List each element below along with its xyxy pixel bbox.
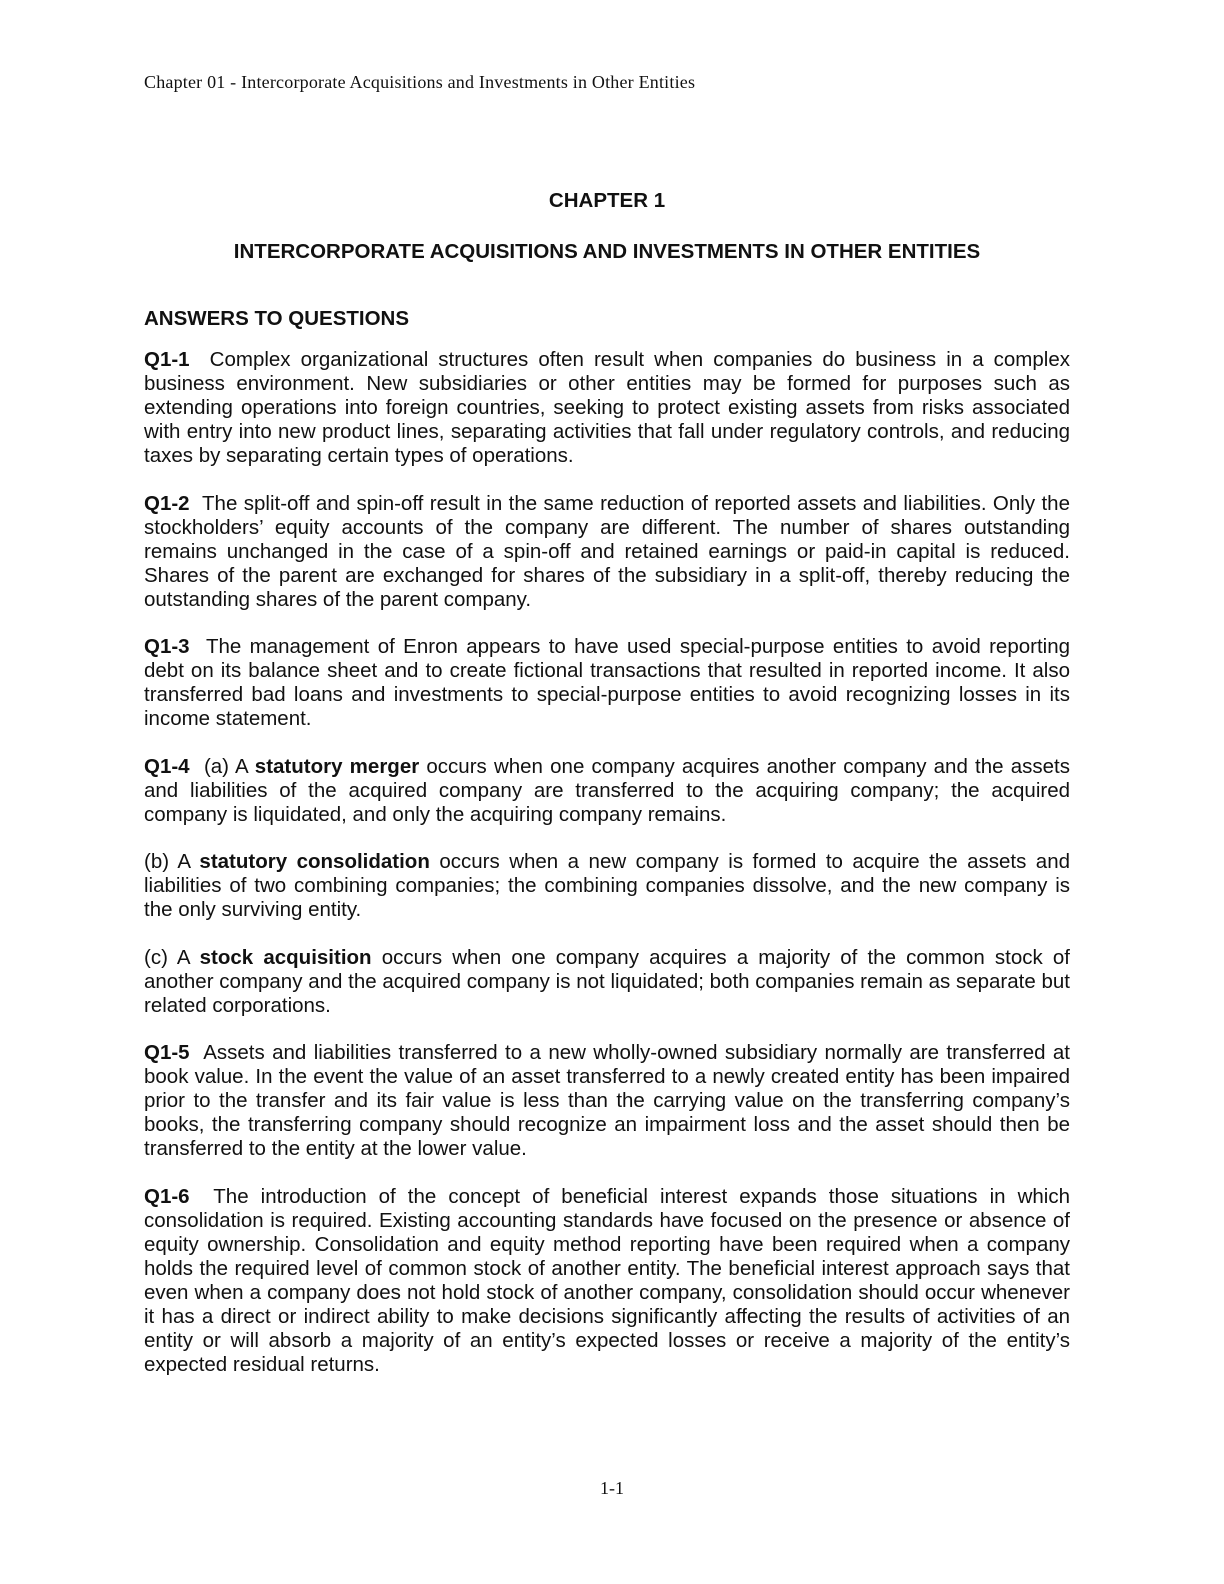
- question-text: The management of Enron appears to have used special-purpose entities to avoid reporting debt on its balance sheet and to create fictional transactions that resulted in reported income. It also transferred bad loans and investments to special-purpose entities to avoid recognizing losses in its income statement.: [144, 635, 1070, 730]
- question-q1-3: [144, 635, 1070, 731]
- question-q1-4a: [144, 755, 1070, 827]
- section-heading: ANSWERS TO QUESTIONS: [144, 307, 410, 330]
- question-label: Q1-6: [144, 1184, 190, 1208]
- chapter-title: CHAPTER 1: [548, 189, 666, 212]
- question-text: Assets and liabilities transferred to a new wholly-owned subsidiary normally are transferred at book value. In the event the value of an asset transferred to a newly created entity has been impaired prior to the transfer and its fair value is less than the carrying value on the transferring company’s books, the transferring company should recognize an impairment loss and the asset should then be transferred to the entity at the lower value.: [144, 1041, 1071, 1160]
- question-label: Q1-3: [144, 635, 190, 658]
- question-label: Q1-2: [144, 491, 190, 515]
- question-label: Q1-5: [144, 1041, 190, 1064]
- defined-term: statutory merger: [254, 754, 420, 778]
- part-prefix: (c) A: [144, 945, 190, 969]
- question-q1-1: [144, 348, 1070, 468]
- question-q1-4b: [144, 850, 1070, 922]
- question-q1-5: [144, 1041, 1070, 1161]
- question-text: occurs when one company acquires another company and the assets and liabilities of the acquired company are transferred to the acquiring company; the acquired company is liquidated, and only the acquiring company remains.: [144, 754, 1070, 826]
- question-text: occurs when one company acquires a majority of the common stock of another company and the acquired company is not liquidated; both companies remain as separate but related corporations.: [144, 945, 1070, 1017]
- question-q1-4c: [144, 946, 1070, 1018]
- part-prefix: (b) A: [144, 850, 190, 873]
- part-prefix: (a) A: [203, 754, 248, 778]
- defined-term: statutory consolidation: [199, 850, 430, 873]
- defined-term: stock acquisition: [199, 945, 372, 969]
- question-q1-2: [144, 492, 1070, 612]
- question-text: The split-off and spin-off result in the same reduction of reported assets and liabilities. Only the stockholders’ equity accounts of the company are different. The number of shares outstanding remains unchanged in the case of a spin-off and retained earnings or paid-in capital is reduced. Shares of the parent are exchanged for shares of the subsidiary in a split-off, thereby reducing the outstanding shares of the parent company.: [144, 491, 1070, 611]
- page-number: 1-1: [600, 1478, 624, 1498]
- document-body: [144, 186, 1070, 1400]
- question-text: occurs when a new company is formed to acquire the assets and liabilities of two combining companies; the combining companies dissolve, and the new company is the only surviving entity.: [144, 850, 1070, 921]
- question-label: Q1-1: [144, 348, 190, 371]
- running-header: Chapter 01 - Intercorporate Acquisitions and Investments in Other Entities: [144, 72, 696, 92]
- question-text: The introduction of the concept of beneficial interest expands those situations in which consolidation is required. Existing accounting standards have focused on the presence or absence of equity ownership. Consolidation and equity method reporting have been required when a company holds the required level of common stock of another entity. The beneficial interest approach says that even when a company does not hold stock of another company, consolidation should occur whenever it has a direct or indirect ability to make decisions significantly affecting the results of activities of an entity or will absorb a majority of an entity’s expected losses or receive a majority of the entity’s expected residual returns.: [144, 1184, 1070, 1376]
- question-text: Complex organizational structures often result when companies do business in a complex business environment. New subsidiaries or other entities may be formed for purposes such as extending operations into foreign countries, seeking to protect existing assets from risks associated with entry into new product lines, separating activities that fall under regulatory controls, and reducing taxes by separating certain types of operations.: [144, 348, 1070, 467]
- question-label: Q1-4: [144, 754, 190, 778]
- chapter-subtitle: INTERCORPORATE ACQUISITIONS AND INVESTMENTS IN OTHER ENTITIES: [233, 240, 981, 263]
- question-q1-6: [144, 1185, 1070, 1377]
